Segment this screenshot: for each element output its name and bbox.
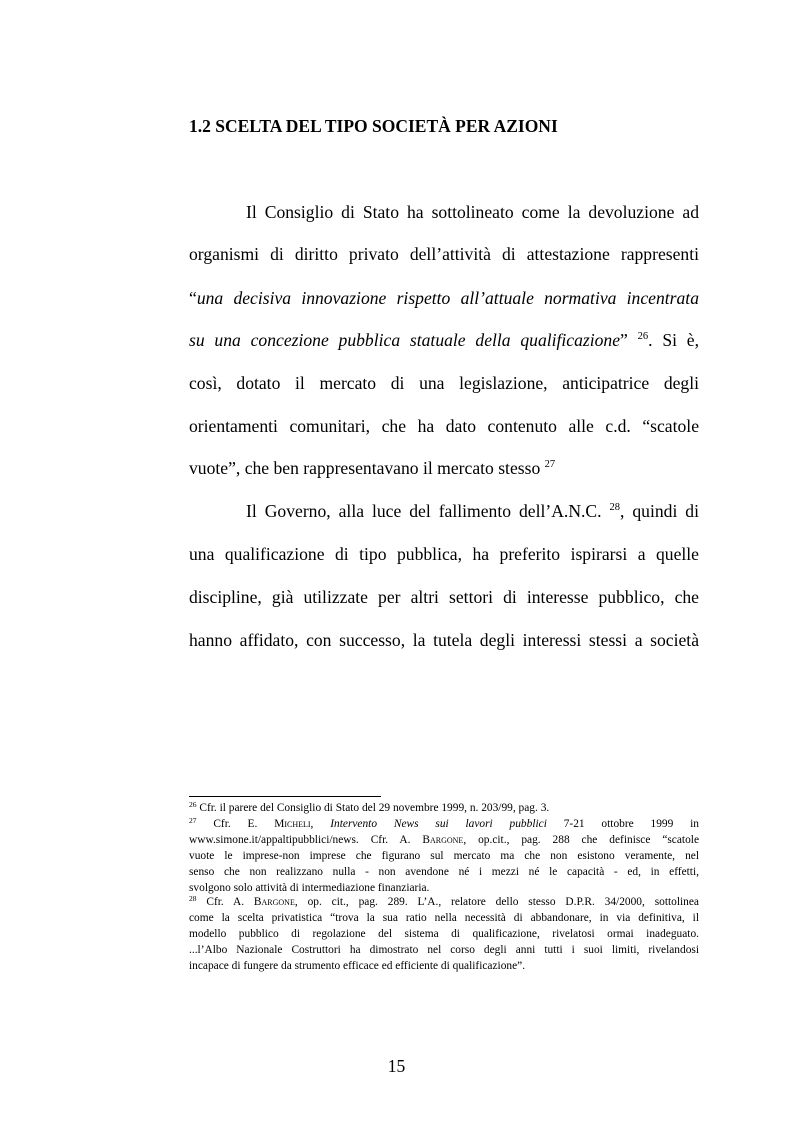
author-name: Bargone [253,896,295,908]
footnote-number: 28 [189,894,197,903]
body-line [246,500,699,522]
footnote-line: senso che non realizzano nulla - non avendone né i mezzi né le capacità - ed, in effetti, [189,866,699,878]
footnote-line: ...l’Albo Nazionale Costruttori ha dimostrato nel corso degli anni tutti i suoi limiti, rivelandosi [189,944,699,956]
footnote-text: Cfr. E. [196,818,275,830]
footnote-number: 26 [189,800,197,809]
footnote-line [189,817,699,831]
footnote-line: vuote le imprese-non imprese che figurano sul mercato ma che non esistono veramente, nel [189,850,699,862]
body-line: organismi di diritto privato dell’attività di attestazione rappresenti [189,244,699,264]
footnote-line [189,833,699,847]
body-text: vuote”, che ben rappresentavano il mercato stesso [189,458,545,478]
body-text: . Si è, [648,330,699,350]
footnote-text: Cfr. A. [196,896,254,908]
quoted-text: una decisiva innovazione rispetto all’attuale normativa incentrata [196,288,699,308]
body-line: così, dotato il mercato di una legislazione, anticipatrice degli [189,373,699,393]
close-quote: ” [620,330,638,350]
footnote-line: incapace di fungere da strumento efficace ed efficiente di qualificazione”. [189,960,526,972]
section-heading: 1.2 SCELTA DEL TIPO SOCIETÀ PER AZIONI [189,116,558,136]
footnote-line: come la scelta privatistica “trova la sua ratio nella necessità di abbandonare, in via definitiva, il [189,912,699,924]
quoted-text: su una concezione pubblica statuale della qualificazione [189,330,621,350]
footnote-text: Cfr. il parere del Consiglio di Stato del 29 novembre 1999, n. 203/99, pag. 3. [196,802,550,814]
page-number: 15 [387,1056,406,1076]
footnote-text: www.simone.it/appaltipubblici/news. Cfr. A. [189,834,423,846]
footnote-ref-28: 28 [609,502,621,513]
footnote-ref-27: 27 [544,459,556,470]
body-line [189,329,699,351]
body-line [189,457,699,479]
author-name: Micheli [274,818,311,830]
footnote-text: , op.cit., pag. 288 che definisce “scatole [463,834,699,846]
body-line: orientamenti comunitari, che ha dato contenuto alle c.d. “scatole [189,416,699,436]
footnote-line: svolgono solo attività di intermediazione finanziaria. [189,882,430,894]
footnote-line: modello pubblico di regolazione del sistema di qualificazione, rivelatosi ormai inadeguato. [189,928,699,940]
body-line: hanno affidato, con successo, la tutela degli interessi stessi a società [189,630,699,650]
footnote-number: 27 [189,816,197,825]
open-quote: “ [189,288,197,308]
author-name: Bargone [422,834,464,846]
footnote-text: , op. cit., pag. 289. L’A., relatore dello stesso D.P.R. 34/2000, sottolinea [294,896,699,908]
footnote-text: , [310,818,331,830]
footnote-line [189,895,699,909]
body-text: Il Governo, alla luce del fallimento dell’A.N.C. [246,501,610,521]
work-title: Intervento News sui lavori pubblici [330,818,547,830]
body-text: , quindi di [620,501,699,521]
body-line: una qualificazione di tipo pubblica, ha preferito ispirarsi a quelle [189,544,699,564]
footnote-ref-26: 26 [637,331,649,342]
footnote-text: 7-21 ottobre 1999 in [546,818,699,830]
body-line: Il Consiglio di Stato ha sottolineato come la devoluzione ad [246,202,699,222]
footnote-line [189,801,699,815]
footnote-separator [189,796,381,797]
body-line: discipline, già utilizzate per altri settori di interesse pubblico, che [189,587,699,607]
body-line [189,287,699,309]
